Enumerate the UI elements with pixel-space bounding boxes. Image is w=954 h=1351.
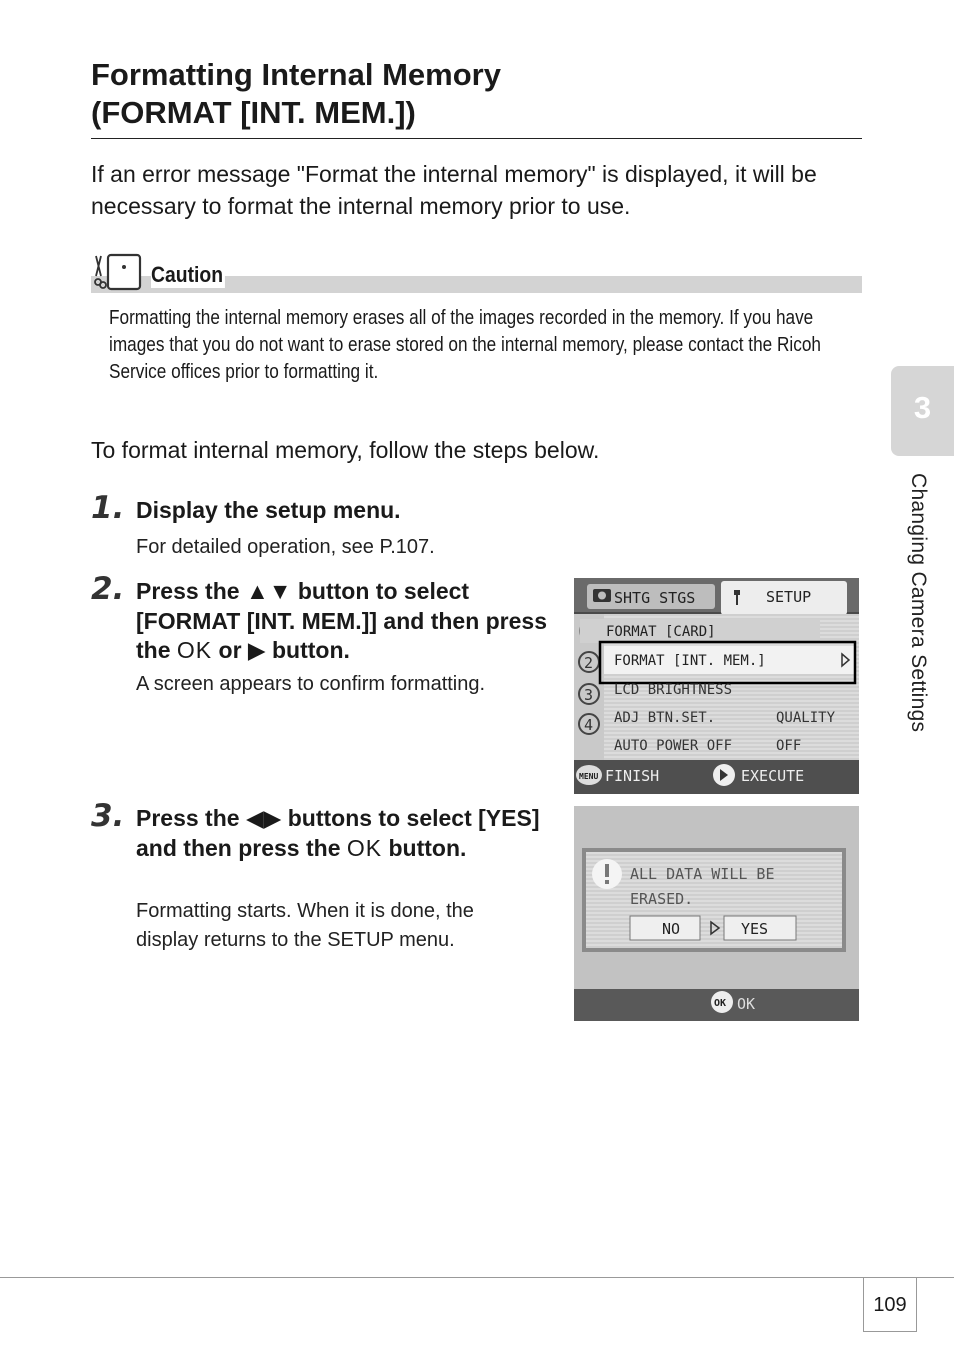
svg-text:EXECUTE: EXECUTE [741, 767, 805, 785]
svg-text:FINISH: FINISH [605, 767, 660, 785]
svg-text:AUTO POWER OFF: AUTO POWER OFF [614, 738, 733, 754]
ok-glyph: OK [346, 834, 383, 861]
step-1-number: 1. [91, 490, 125, 526]
step-1-body: For detailed operation, see P.107. [136, 536, 435, 558]
svg-text:SHTG STGS: SHTG STGS [614, 589, 696, 607]
chapter-label: Changing Camera Settings [907, 473, 930, 733]
caution-text: Formatting the internal memory erases all of the images recorded in the memory. If you have images that you do not want to erase stored on the internal memory, please contact the Ricoh Service offices prior to formatting it. [109, 307, 821, 383]
execute-hint [713, 764, 804, 786]
svg-text:3: 3 [584, 686, 594, 704]
svg-text:4: 4 [584, 716, 594, 734]
title-line-1: Formatting Internal Memory [91, 57, 501, 92]
chapter-number: 3 [913, 390, 932, 425]
svg-text:SETUP: SETUP [766, 588, 812, 606]
svg-text:FORMAT [INT. MEM.]: FORMAT [INT. MEM.] [614, 653, 766, 669]
right-arrow-icon: ▶ [247, 637, 266, 663]
tab-shooting-settings [587, 584, 715, 609]
svg-text:LCD BRIGHTNESS: LCD BRIGHTNESS [614, 682, 733, 698]
page-number: 109 [873, 1294, 907, 1316]
svg-text:MENU: MENU [579, 772, 599, 781]
svg-text:YES: YES [741, 920, 769, 938]
warning-icon [592, 859, 622, 889]
step-3-number: 3. [91, 798, 125, 834]
svg-text:2: 2 [584, 654, 594, 672]
intro-paragraph: If an error message "Format the internal memory" is displayed, it will be necessary to format the internal memory prior to use. [91, 161, 817, 219]
confirm-message-line-2: ERASED. [630, 890, 694, 908]
svg-text:FORMAT [CARD]: FORMAT [CARD] [606, 624, 716, 640]
menu-row-format-int-mem [604, 646, 854, 674]
no-option [630, 916, 700, 940]
title-rule [91, 138, 862, 139]
svg-text:OK: OK [737, 995, 756, 1013]
confirm-message-line-1: ALL DATA WILL BE [630, 865, 775, 883]
format-confirm-screenshot [574, 806, 859, 1021]
step-2-number: 2. [91, 571, 125, 607]
menu-finish-hint [576, 765, 659, 785]
footer-rule [0, 1277, 954, 1278]
setup-menu-screenshot [574, 578, 859, 794]
tab-setup [721, 581, 847, 615]
page-title [91, 56, 871, 132]
title-line-2: (FORMAT [INT. MEM.]) [91, 95, 416, 130]
up-down-arrows-icon: ▲▼ [245, 578, 292, 604]
step-3-body: Formatting starts. When it is done, the display returns to the SETUP menu. [136, 900, 474, 951]
svg-text:QUALITY: QUALITY [776, 710, 836, 726]
menu-row-format-card [580, 619, 820, 643]
lead-paragraph: To format internal memory, follow the steps below. [91, 437, 600, 463]
svg-text:OK: OK [714, 998, 727, 1009]
left-right-arrows-icon: ◀▶ [245, 805, 282, 831]
step-3-heading: Press the ◀▶ buttons to select [YES] and then press the OK button. [136, 805, 540, 861]
ok-glyph: OK [176, 637, 213, 663]
caution-icon [92, 252, 142, 292]
menu-row-lcd-brightness [614, 682, 732, 698]
step-1-heading: Display the setup menu. [136, 497, 401, 523]
svg-text:OFF: OFF [776, 738, 802, 754]
svg-text:ADJ BTN.SET.: ADJ BTN.SET. [614, 710, 716, 726]
caution-label: Caution [151, 262, 224, 287]
step-2-heading: Press the ▲▼ button to select [FORMAT [INT. MEM.]] and then press the OK or ▶ button. [136, 578, 548, 663]
step-2-body: A screen appears to confirm formatting. [136, 673, 486, 695]
svg-text:NO: NO [662, 920, 681, 938]
yes-option [724, 916, 796, 940]
